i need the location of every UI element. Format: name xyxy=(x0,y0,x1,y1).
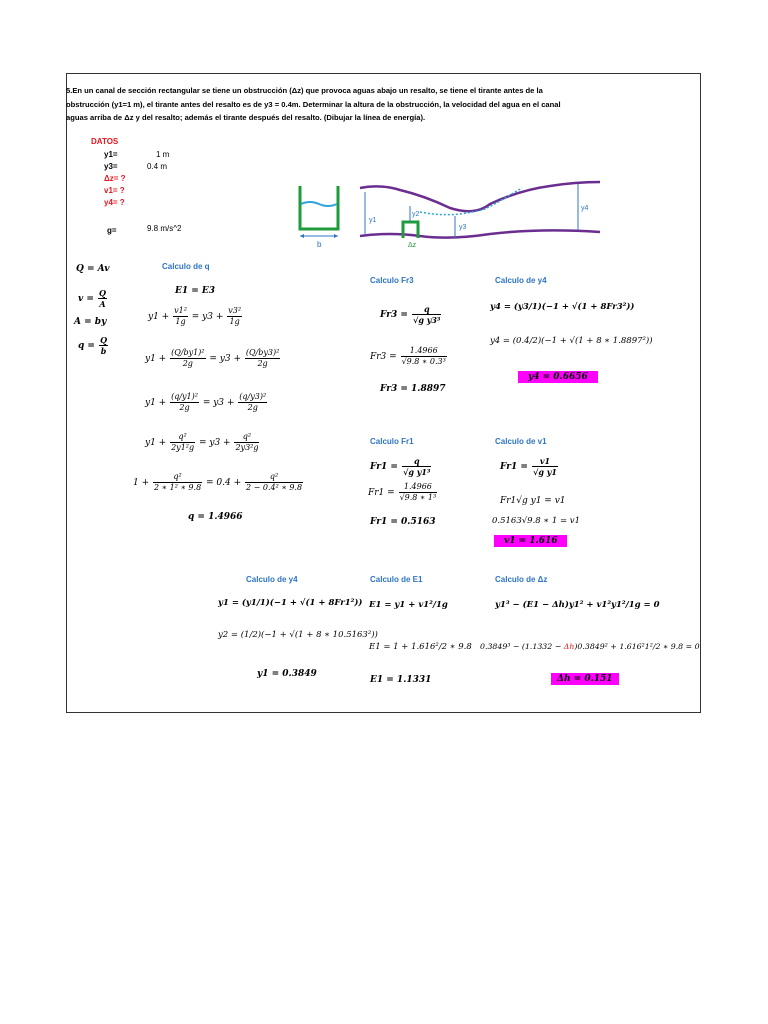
eq-e1-e3: E1 = E3 xyxy=(175,286,216,296)
datos-label-y3: y3= xyxy=(104,162,118,171)
eq-dz-2-part-b: )0.3849² + 1.616²1²/2 ∗ 9.8 = 0 xyxy=(574,642,700,651)
eq-dz-2-part-a: 0.3849³ − (1.1332 − xyxy=(480,642,562,651)
formula-lhs: Fr3 = xyxy=(380,310,408,320)
result-q: q = 1.4966 xyxy=(188,512,243,522)
result-dz-highlight: Δh = 0.151 xyxy=(551,673,619,685)
formula-lhs: Fr1 = xyxy=(368,488,395,498)
fraction-numerator: Q xyxy=(100,335,108,345)
datos-value-y1: 1 m xyxy=(156,150,170,159)
channel-top-line xyxy=(360,182,600,211)
fraction-numerator: 1.4966 xyxy=(409,346,438,355)
eq-fr3-2 xyxy=(370,346,448,367)
formula-a-by: A = by xyxy=(74,317,107,327)
eq-fr1-2 xyxy=(368,482,438,503)
eq-fr3-1 xyxy=(380,304,442,325)
eq-v1-1 xyxy=(500,456,559,477)
label-y2: y2 xyxy=(412,211,420,218)
eq-e1-2: E1 = 1 + 1.616²/2 ∗ 9.8 xyxy=(369,642,472,652)
fraction-denominator: √9.8 ∗ 1³ xyxy=(399,493,437,502)
datos-label-y1: y1= xyxy=(104,150,118,159)
heading-calculo-fr1: Calculo Fr1 xyxy=(370,437,414,446)
formula-lhs: Fr1 = xyxy=(370,462,398,472)
heading-calculo-e1: Calculo de E1 xyxy=(370,575,423,584)
eq-y2-2: y2 = (1/2)(−1 + √(1 + 8 ∗ 10.5163²)) xyxy=(218,630,378,640)
result-v1-highlight: v1 = 1.616 xyxy=(494,535,567,547)
eq-energy-4: y1 + $\frac{\text{q²}}{\text{2y1²g}}$ = y3 + $\frac{\text{q²}}{\text{2y3²g}}$ xyxy=(145,432,259,452)
datos-label-dz: Δz= ? xyxy=(104,174,126,183)
label-y3: y3 xyxy=(459,224,467,231)
formula-lhs: v = xyxy=(78,294,94,304)
heading-calculo-dz: Calculo de Δz xyxy=(495,575,548,584)
eq-y2-1: y1 = (y1/1)(−1 + √(1 + 8Fr1²)) xyxy=(218,598,363,608)
result-y2: y1 = 0.3849 xyxy=(257,669,317,679)
datos-value-y3: 0.4 m xyxy=(147,162,168,171)
formula-lhs: Fr1 = xyxy=(500,462,528,472)
eq-fr1-1 xyxy=(370,456,432,477)
label-dz: Δz xyxy=(408,242,417,249)
fraction-numerator: 1.4966 xyxy=(403,482,432,491)
eq-v1-2: Fr1√g y1 = v1 xyxy=(500,496,566,506)
fraction-denominator: √g y1³ xyxy=(403,467,431,477)
heading-calculo-y4: Calculo de y4 xyxy=(495,276,547,285)
datos-title: DATOS xyxy=(91,137,119,146)
fraction-denominator: √9.8 ∗ 0.3³ xyxy=(401,357,446,366)
fraction-numerator: q xyxy=(423,304,430,314)
datos-value-g: 9.8 m/s^2 xyxy=(147,224,182,233)
label-y1: y1 xyxy=(369,217,377,224)
channel-bottom-line xyxy=(360,230,600,237)
heading-calculo-fr3: Calculo Fr3 xyxy=(370,276,414,285)
formula-lhs: Fr3 = xyxy=(370,352,397,362)
cross-section-water xyxy=(301,202,337,206)
result-fr1: Fr1 = 0.5163 xyxy=(370,517,436,527)
eq-dz-2 xyxy=(480,642,700,651)
fraction-numerator: q xyxy=(413,456,420,466)
heading-calculo-y2: Calculo de y4 xyxy=(246,575,298,584)
datos-label-y4: y4= ? xyxy=(104,198,125,207)
eq-y4-1: y4 = (y3/1)(−1 + √(1 + 8Fr3²)) xyxy=(490,302,635,312)
problem-line: aguas arriba de Δz y del resalto; además el tirante después del resalto. (Dibujar la línea de energía). xyxy=(66,113,426,122)
fraction-denominator: √g y1 xyxy=(533,467,557,477)
fraction-numerator: v1 xyxy=(539,456,551,466)
result-fr3: Fr3 = 1.8897 xyxy=(380,384,446,394)
fraction-denominator: A xyxy=(99,299,106,309)
formula-lhs: q = xyxy=(78,341,95,351)
cross-section-outline xyxy=(300,186,338,229)
problem-line: 5.En un canal de sección rectangular se tiene un obstrucción (Δz) que provoca aguas abajo un resalto, se tiene el tirante antes de la xyxy=(66,86,543,95)
eq-energy-5: 1 + $\frac{\text{q²}}{\text{2 ∗ 1² ∗ 9.8}}$ = 0.4 + $\frac{\text{q²}}{\text{2 − 0.4² ∗ 9.8}}$ xyxy=(133,472,303,492)
eq-energy-2: y1 + $\frac{\text{(Q/by1)²}}{2g}$ = y3 + $\frac{\text{(Q/by3)²}}{2g}$ xyxy=(145,348,280,368)
formula-q-qb xyxy=(78,335,109,356)
fraction-denominator: b xyxy=(100,346,107,356)
problem-statement xyxy=(66,84,696,125)
channel-diagram xyxy=(290,176,610,258)
formula-v-qa xyxy=(78,288,108,309)
eq-energy-3: y1 + $\frac{\text{(q/y1)²}}{2g}$ = y3 + $\frac{\text{(q/y3)²}}{2g}$ xyxy=(145,392,267,412)
result-e1: E1 = 1.1331 xyxy=(370,675,432,685)
eq-dz-2-dh: Δh xyxy=(563,642,575,651)
eq-v1-3: 0.5163√9.8 ∗ 1 = v1 xyxy=(492,516,581,526)
eq-dz-1: y1³ − (E1 − Δh)y1² + v1²y1²/1g = 0 xyxy=(495,600,660,610)
fraction-numerator: Q xyxy=(99,288,107,298)
datos-label-v1: v1= ? xyxy=(104,186,125,195)
datos-label-g: g= xyxy=(107,226,117,235)
result-y4-highlight: y4 = 0.6656 xyxy=(518,371,598,383)
fraction-denominator: √g y3³ xyxy=(413,315,441,325)
label-y4: y4 xyxy=(581,205,589,212)
heading-calculo-v1: Calculo de v1 xyxy=(495,437,547,446)
eq-y4-2: y4 = (0.4/2)(−1 + √(1 + 8 ∗ 1.8897²)) xyxy=(490,336,653,346)
formula-q-av: Q = Av xyxy=(76,264,110,274)
problem-line: obstrucción (y1=1 m), el tirante antes del resalto es de y3 = 0.4m. Determinar la altura de la obstrucción, la velocidad del agua en el canal xyxy=(66,99,561,109)
label-b: b xyxy=(317,240,322,249)
heading-calculo-q: Calculo de q xyxy=(162,262,210,271)
eq-energy-1: y1 + $\frac{\text{v1²}}{1g}$ = y3 + $\frac{\text{v3²}}{1g}$ xyxy=(148,306,242,326)
eq-e1-1: E1 = y1 + v1²/1g xyxy=(369,600,448,610)
